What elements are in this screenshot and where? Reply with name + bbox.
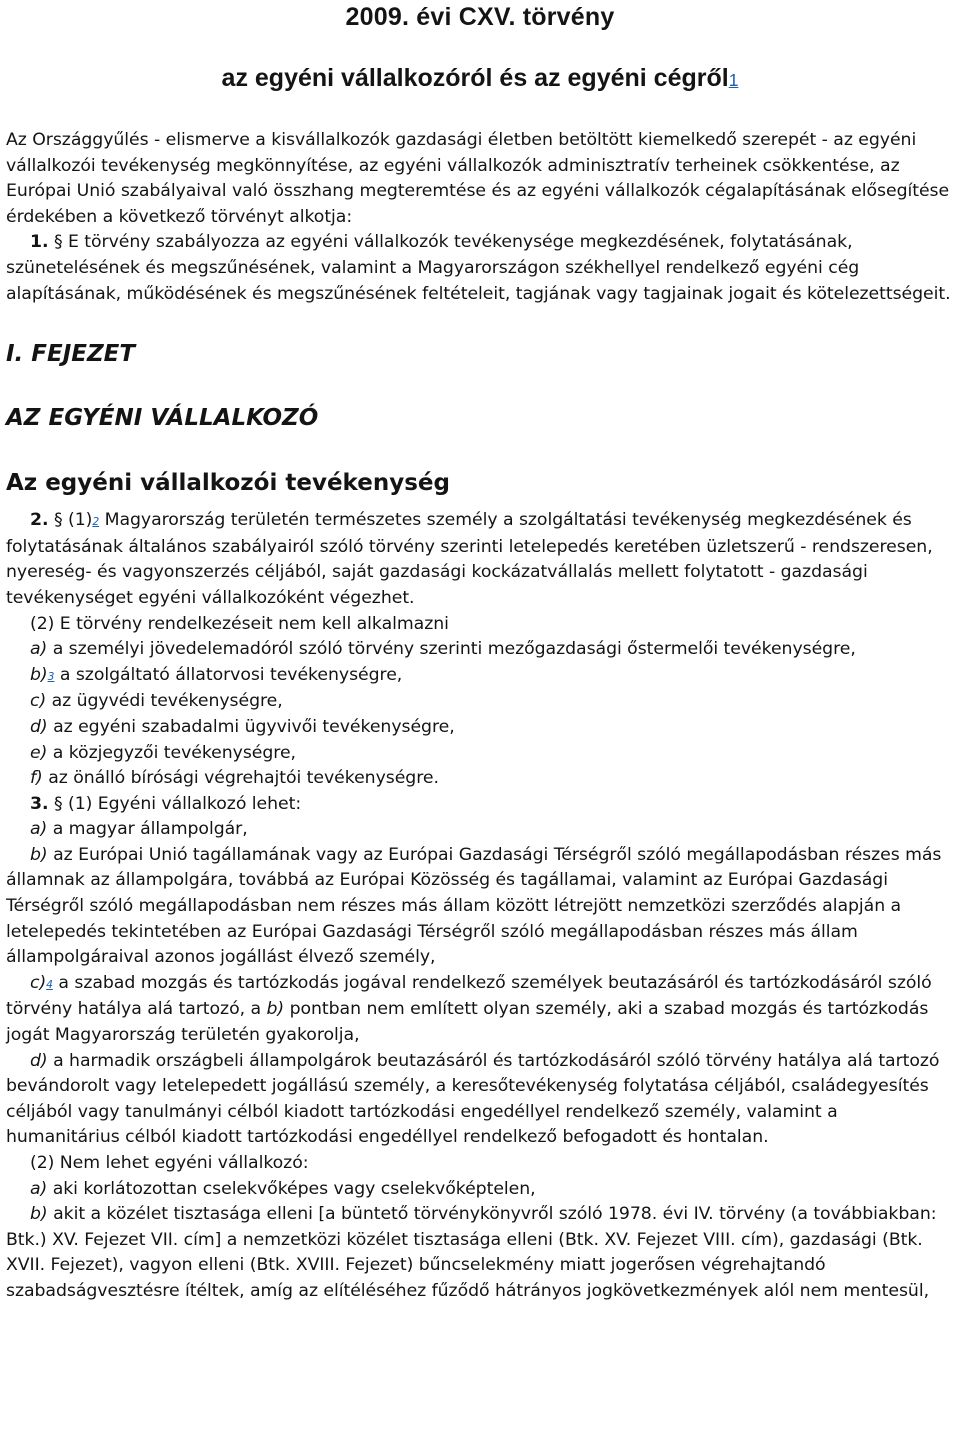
list-item — [6, 1202, 954, 1304]
section-number: 2. — [30, 510, 49, 531]
list-item — [6, 1049, 954, 1151]
item-label: b) — [30, 664, 48, 685]
item-label: f) — [30, 768, 43, 789]
item-label: d) — [30, 1050, 48, 1071]
item-text: aki korlátozottan cselekvőképes vagy cselekvőképtelen, — [52, 1178, 536, 1199]
footnote-link-3[interactable]: 3 — [47, 669, 55, 683]
item-text: a magyar állampolgár, — [52, 819, 248, 840]
item-text: az Európai Unió tagállamának vagy az Európai Gazdasági Térségről szóló megállapodásban részes más államnak az állampolgára, továbbá az Európai Közösség és tagállamai, valamint az Európai Gazdasági Térségről szóló megállapodásban nem részes más állam között létrejött nemzetközi szerződés alapján a letelepedés tekintetében az Európai Gazdasági Térségről szóló megállapodásban részes más állam állampolgáraival azonos jogállást élvező személy, — [6, 844, 942, 968]
item-label: a) — [30, 819, 48, 840]
item-label: c) — [30, 972, 47, 993]
item-reference: b) — [266, 999, 285, 1020]
item-label: b) — [30, 844, 48, 865]
list-item — [6, 817, 954, 843]
section-2-para-2: (2) E törvény rendelkezéseit nem kell alkalmazni — [30, 613, 449, 634]
item-text: az ügyvédi tevékenységre, — [51, 691, 283, 712]
section-symbol: § — [53, 793, 63, 814]
item-label: d) — [30, 716, 48, 737]
list-item — [6, 766, 954, 792]
law-title: 2009. évi CXV. törvény — [345, 3, 615, 31]
section-3-para-1 — [6, 792, 954, 818]
footnote-link-2[interactable]: 2 — [92, 515, 100, 529]
item-text: a személyi jövedelemadóról szóló törvény szerinti mezőgazdasági őstermelői tevékenységre, — [52, 639, 856, 660]
footnote-link-4[interactable]: 4 — [46, 977, 53, 991]
item-text: a közjegyzői tevékenységre, — [52, 742, 296, 763]
list-item — [6, 663, 954, 690]
item-text: az önálló bírósági végrehajtói tevékenységre. — [48, 768, 439, 789]
section-text: E törvény szabályozza az egyéni vállalkozók tevékenysége megkezdésének, folytatásának, szünetelésének és megszűnésének, valamint a Magyarországon székhellyel rendelkező egyéni cég alapításának, működésének és megszűnésének feltételeit, tagjának vagy tagjainak jogait és kötelezettségeit. — [6, 232, 951, 304]
paragraph-text: (1) Egyéni vállalkozó lehet: — [68, 793, 302, 814]
section-symbol: § — [53, 510, 63, 531]
list-item — [6, 971, 954, 1049]
item-text: akit a közélet tisztasága elleni [a büntető törvénykönyvről szóló 1978. évi IV. törvény (a továbbiakban: Btk.) XV. Fejezet VII. cím] a nemzetközi közélet tisztasága elleni (Btk. XV. Fejezet VIII. cím), gazdasági (Btk. XVII. Fejezet), vagyon elleni (Btk. XVIII. Fejezet) bűncselekmény miatt jogerősen végrehajtandó szabadságvesztésre ítéltek, amíg az elítéléséhez fűződő hátrányos jogkövetkezmények alól nem mentesül, — [6, 1204, 937, 1301]
section-number: 3. — [30, 793, 49, 814]
item-label: c) — [30, 691, 47, 712]
list-item — [6, 741, 954, 767]
section-number: 1. — [30, 232, 49, 253]
section-2-para-1 — [6, 508, 954, 611]
list-item — [6, 689, 954, 715]
preamble: Az Országgyűlés - elismerve a kisvállalkozók gazdasági életben betöltött kiemelkedő szerepét - az egyéni vállalkozói tevékenység megkönnyítése, az egyéni vállalkozók adminisztratív terheinek csökkentése, az Európai Unió szabályaival való összhang megteremtése és az egyéni vállalkozók cégalapításának elősegítése érdekében a következő törvényt alkotja: — [6, 130, 950, 227]
list-item — [6, 637, 954, 663]
section-3-para-2: (2) Nem lehet egyéni vállalkozó: — [30, 1153, 309, 1173]
item-text: az egyéni szabadalmi ügyvivői tevékenységre, — [53, 716, 455, 737]
item-text: a szabad mozgás és tartózkodás jogával rendelkező személyek beutazásáról és tartózkodásáról szóló törvény hatálya alá tartozó, a — [6, 972, 932, 1020]
item-label: e) — [30, 742, 48, 763]
section-symbol: § — [53, 232, 63, 253]
chapter-title: AZ EGYÉNI VÁLLALKOZÓ — [6, 405, 319, 432]
item-label: a) — [30, 1178, 48, 1199]
paragraph-label: (1) — [68, 510, 93, 531]
law-subtitle — [6, 40, 954, 122]
item-text: a szolgáltató állatorvosi tevékenységre, — [59, 664, 403, 685]
item-label: b) — [30, 1204, 48, 1225]
item-text: a harmadik országbeli állampolgárok beutazásáról és tartózkodásáról szóló törvény hatálya alá tartozó bevándorolt vagy letelepedett jogállású személy, a keresőtevékenység folytatása céljából, családegyesítés céljából vagy tanulmányi célból kiadott tartózkodási engedéllyel rendelkező személy, valamint a humanitárius célból kiadott tartózkodási engedéllyel rendelkező befogadott és hontalan. — [6, 1050, 940, 1148]
list-item — [6, 715, 954, 741]
section-1 — [6, 230, 954, 307]
item-text: pontban nem említett olyan személy, aki a szabad mozgás és tartózkodás jogát Magyarország területén gyakorolja, — [6, 999, 929, 1046]
item-label: a) — [30, 639, 48, 660]
chapter-number: I. FEJEZET — [6, 341, 136, 368]
footnote-link-1[interactable]: 1 — [728, 70, 739, 90]
list-item — [6, 1177, 954, 1203]
list-item — [6, 843, 954, 971]
law-subtitle-text: az egyéni vállalkozóról és az egyéni cégről — [221, 64, 729, 92]
chapter-subtitle: Az egyéni vállalkozói tevékenység — [6, 470, 450, 497]
paragraph-text: Magyarország területén természetes személy a szolgáltatási tevékenység megkezdésének és folytatásának általános szabályairól szóló törvény szerinti letelepedés keretében üzletszerű - rendszeresen, nyereség- és vagyonszerzés céljából, saját gazdasági kockázatvállalás mellett folytatott - gazdasági tevékenységet egyéni vállalkozóként végezhet. — [6, 510, 933, 608]
